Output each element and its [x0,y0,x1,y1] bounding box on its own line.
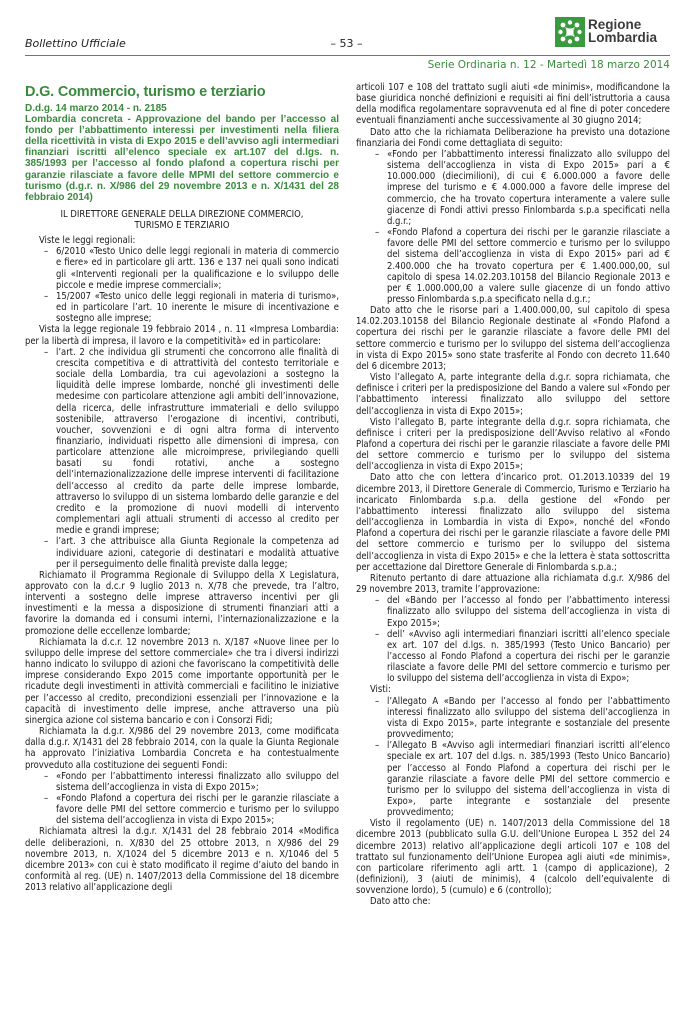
paragraph: Viste le leggi regionali: [39,235,136,247]
paragraph: Visto l’allegato A, parte integrante della d.g.r. sopra richiamata, che definisce i criteri per la predisposizione del Bando a valere sul «Fondo per l’abbattimento interessi finalizzato allo sviluppo del settore dell’accoglienza in vista di Expo 2015»; [356,372,670,417]
paragraph: Dato atto che la richiamata Deliberazione ha previsto una dotazione finanziaria dei Fondi come dettagliata di seguito: [356,126,670,149]
list-item: – l’art. 3 che attribuisce alla Giunta Regionale la competenza ad individuare azioni, categorie di destinatari e modalità attuative per il perseguimento delle finalità previste dalla legge; [25,536,339,569]
paragraph: Dato atto che: [370,896,431,908]
list-item: – «Fondo Plafond a copertura dei rischi per le garanzie rilasciate a favore delle PMI del settore commercio e turismo per lo sviluppo del sistema dell’accoglienza in vista di Expo 2015» pari ad € 2.400.000 che ha trovato copertura per € 1.400.000,00, sul capitolo di spesa 14.02.203.10158 del Bilancio Regionale 2013 e per € 1.000.000,00 a valere sulle giacenze di un fondo attivo presso Finlombarda s.p.a specificato nella d.g.r.; [356,227,670,305]
list-item: – l’Allegato B «Avviso agli intermediari finanziari iscritti all’elenco speciale ex art. 107 del d.lgs. n. 385/1993 (Testo Unico Bancario) per l’accesso al Fondo Plafond a copertura dei rischi per le garanzie rilasciate a favore delle PMI del settore commercio e turismo per lo sviluppo del sistema dell’accoglienza in vista di Expo», parte integrante e sostanziale del presente provvedimento; [356,740,670,818]
paragraph: Richiamata la d.c.r. 12 novembre 2013 n. X/187 «Nuove linee per lo sviluppo delle imprese del settore commerciale» che tra i diversi indirizzi hanno indicato lo sviluppo di azioni che favoriscano la competitività delle imprese considerando Expo 2015 come importante opportunità per le ricadute degli investimenti in attività commerciali e facilitino le iniziative per l’accesso al credito, precondizioni essenziali per l’innovazione e la capacità di investimento delle imprese, anche attraverso una più sinergica azione col sistema bancario e con i Consorzi Fidi; [25,636,339,726]
list-item: – 6/2010 «Testo Unico delle leggi regionali in materia di commercio e fiere» ed in particolare gli artt. 136 e 137 nei quali sono indicati gli «Interventi regionali per la qualificazione e lo sviluppo delle piccole e medie imprese commerciali»; [25,246,339,291]
paragraph: Dato atto che le risorse pari a 1.400.000,00, sul capitolo di spesa 14.02.203.10158 del Bilancio Regionale destinate al «Fondo Plafond a copertura dei rischi per le garanzie rilasciate a favore delle PMI del settore commercio e turismo per lo sviluppo del sistema dell’accoglienza in vista di Expo 2015» sono state trasferite al Fondo con decreto 11.640 del 6 dicembre 2013; [356,305,670,372]
series-info: Serie Ordinaria n. 12 - Martedì 18 marzo 2014 [427,59,670,71]
page-number: – 53 – [330,37,363,50]
list-item: – «Fondo per l’abbattimento interessi finalizzato allo sviluppo del sistema dell’accoglienza in vista di Expo 2015» pari a € 10.000.000 (diecimilioni), di cui € 6.000.000 a favore delle imprese del turismo e € 4.000.000 a favore delle imprese del commercio, che ha trovato copertura interamente a valere sulle giacenze di Fondi attivi presso Finlombarda s.p.a specificati nella d.g.r.; [356,149,670,227]
bulletin-title: Bollettino Ufficiale [25,37,126,50]
regione-lombardia-logo [555,16,675,48]
list-item: – del «Bando per l’accesso al fondo per l’abbattimento interessi finalizzato allo sviluppo del sistema dell’accoglienza in vista di Expo 2015»; [356,595,670,628]
paragraph: Visto il regolamento (UE) n. 1407/2013 della Commissione del 18 dicembre 2013 (pubblicato sulla G.U. dell’Unione Europea L 352 del 24 dicembre 2013) relativo all’applicazione degli articoli 107 e 108 del trattato sul funzionamento dell’Unione Europea agli aiuti «de minimis», con particolare riferimento agli artt. 1 (campo di applicazione), 2 (definizioni), 3 (aiuti de minimis), 4 (calcolo dell’equivalente di sovvenzione lordo), 5 (cumulo) e 6 (controllo); [356,818,670,897]
list-item: – dell’ «Avviso agli intermediari finanziari iscritti all’elenco speciale ex art. 107 del d.lgs. n. 385/1993 (Testo Unico Bancario) per l’accesso al Fondo Plafond a copertura dei rischi per le garanzie rilasciate a favore delle PMI del settore commercio e turismo per lo sviluppo del sistema dell’accoglienza in vista di Expo»; [356,629,670,685]
paragraph: Dato atto che con lettera d’incarico prot. O1.2013.10339 del 19 dicembre 2013, il Direttore Generale di Commercio, Turismo e Terziario ha incaricato Finlombarda s.p.a. della gestione del «Fondo per l’abbattimento interessi finalizzato allo sviluppo del sistema dell’accoglienza in Lombardia in vista di Expo», nonché del «Fondo Plafond a copertura dei rischi per le garanzie rilasciate a favore delle PMI del settore commercio e turismo per lo sviluppo del sistema dell’accoglienza in vista di Expo 2015» e che la lettera è stata sottoscritta per accettazione dal Direttore Generale di Finlombarda s.p.a.; [356,472,670,573]
director-line-2: TURISMO E TERZIARIO [134,220,230,231]
section-title: D.G. Commercio, turismo e terziario [25,84,266,100]
paragraph: Vista la legge regionale 19 febbraio 2014 , n. 11 «Impresa Lombardia: per la libertà di impresa, il lavoro e la competitività» ed in particolare: [25,324,339,347]
list-item: – «Fondo Plafond a copertura dei rischi per le garanzie rilasciate a favore delle PMI del settore commercio e turismo per lo sviluppo del sistema dell’accoglienza in vista di Expo 2015»; [25,793,339,826]
director-heading [25,209,339,231]
paragraph: Richiamato il Programma Regionale di Sviluppo della X Legislatura, approvato con la d.c.r 9 luglio 2013 n. X/78 che prevede, tra l’altro, interventi a sostegno delle imprese attraverso incentivi per gli investimenti e la messa a disposizione di strumenti finanziari atti a favorire la domanda ed i consumi interni, l’internazionalizzazione e la promozione delle eccellenze lombarde; [25,569,339,637]
decree-subject: Lombardia concreta - Approvazione del bando per l’accesso al fondo per l’abbattimento interessi per investimenti nella filiera della ricettività in vista di Expo 2015 e dell’avviso agli intermediari finanziari iscritti all’elenco speciale ex art.107 del d.lgs. n. 385/1993 per l’accesso al fondo plafond a copertura rischi per garanzie rilasciate a favore delle MPMI del settore commercio e turismo (d.g.r. n. X/986 del 29 novembre 2013 e n. X/1431 del 28 febbraio 2014) [25,114,339,203]
left-column [25,84,339,893]
paragraph: Richiamata altresì la d.g.r. X/1431 del 28 febbraio 2014 «Modifica delle deliberazioni, n. X/830 del 25 ottobre 2013, n X/986 del 29 novembre 2013, n. X/1024 del 5 dicembre 2013 e n. X/1046 del 5 dicembre 2013» con cui è stato modificato il regime d’aiuto del bando in conformità al reg. (UE) n. 1407/2013 della Commissione del 18 dicembre 2013 relativo all’applicazione degli [25,826,339,894]
list-item: – l’Allegato A «Bando per l’accesso al fondo per l’abbattimento interessi finalizzato allo sviluppo del sistema dell’accoglienza in vista di Expo 2015», parte integrante e sostanziale del presente provvedimento; [356,696,670,741]
right-column [356,82,670,908]
logo-line-regione: Regione [588,17,642,32]
paragraph: Visto l’allegato B, parte integrante della d.g.r. sopra richiamata, che definisce i criteri per la predisposizione dell’Avviso relativo al «Fondo Plafond a copertura dei rischi per le garanzie rilasciate a favore delle PMI del settore commercio e turismo per lo sviluppo del sistema dell’accoglienza in vista di Expo 2015»; [356,416,670,473]
paragraph: Richiamata la d.g.r. X/986 del 29 novembre 2013, come modificata dalla d.g.r. X/1431 del 28 febbraio 2014, con la quale la Giunta Regionale ha approvato l’iniziativa Lombardia Concreta e ha contestualmente provveduto alla costituzione dei seguenti Fondi: [25,726,339,771]
decree-id: D.d.g. 14 marzo 2014 - n. 2185 [25,103,167,114]
rosa-camuna-icon [555,17,585,47]
paragraph: Ritenuto pertanto di dare attuazione alla richiamata d.g.r. X/986 del 29 novembre 2013, tramite l’approvazione: [356,572,670,596]
header-divider [25,55,670,56]
logo-line-lombardia: Lombardia [588,30,658,45]
list-item: – 15/2007 «Testo unico delle leggi regionali in materia di turismo», ed in particolare l’art. 10 inerente le misure di incentivazione e sostegno alle imprese; [25,291,339,324]
paragraph: Visti: [370,684,391,696]
paragraph: articoli 107 e 108 del trattato sugli aiuti «de minimis», modificandone la base giuridica nonché definizioni e requisiti ai fini dell’istruttoria a causa della modifica regolamentare sopravvenuta ed al fine di poter concedere eventuali finanziamenti anche successivamente al 30 giugno 2014; [356,82,670,127]
list-item: – l’art. 2 che individua gli strumenti che concorrono alle finalità di crescita competitiva e di attrattività del contesto territoriale e sociale della Lombardia, tra cui agevolazioni a sostegno la liquidità delle imprese lombarde, nonché gli investimenti delle medesime con particolare attenzione agli ambiti dell’innovazione, della ricerca, delle infrastrutture immateriali e dello sviluppo sostenibile, attraverso l’erogazione di incentivi, contributi, voucher, sovvenzioni e di ogni altra forma di intervento finanziario, individuati rispetto alle dimensioni di impresa, con particolare attenzione alle microimprese, privilegiando quelli basati su fondi rotativi, anche a sostegno dell’internazionalizzazione delle imprese interventi di facilitazione dell’accesso al credito da parte delle imprese lombarde, attraverso lo sviluppo di un sistema lombardo delle garanzie e del credito e la promozione di nuovi modelli di intervento complementari agli attuali strumenti di accesso al credito per medie e grandi imprese; [25,347,339,537]
list-item: – «Fondo per l’abbattimento interessi finalizzato allo sviluppo del sistema dell’accoglienza in vista di Expo 2015»; [25,771,339,793]
director-line-1: IL DIRETTORE GENERALE DELLA DIREZIONE COMMERCIO, [60,208,304,220]
